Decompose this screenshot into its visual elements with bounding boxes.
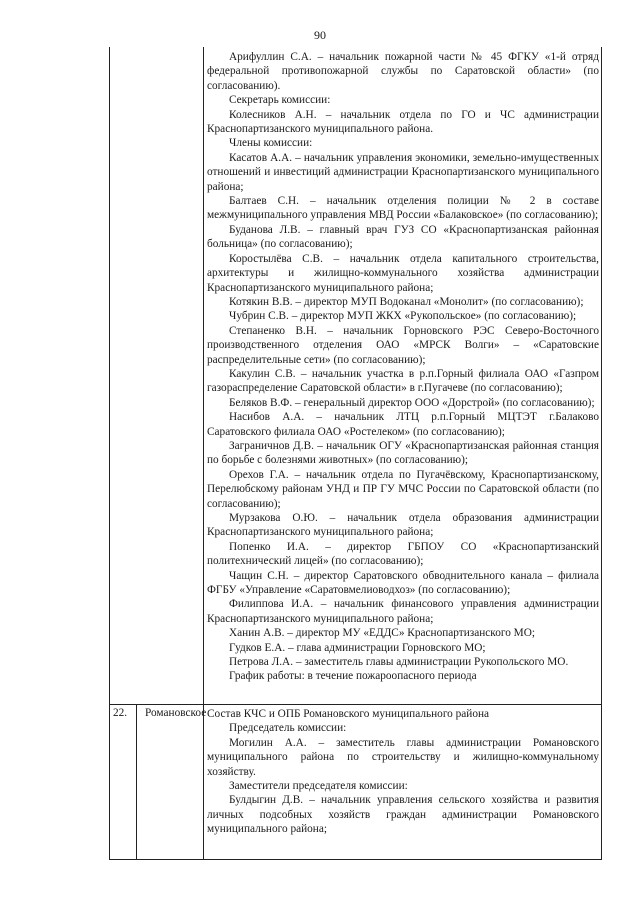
member-line: Орехов Г.А. – начальник отдела по Пугачёвскому, Краснопартизанскому, Перелюбскому районам УНД и ПР ГУ МЧС России по Саратовской области (по согласованию); xyxy=(207,468,599,510)
committee-composition-cell xyxy=(207,50,599,684)
member-line: Насибов А.А. – начальник ЛТЦ р.п.Горный МЦТЭТ г.Балаково Саратовского филиала ОАО «Ростелеком» (по согласованию); xyxy=(207,411,599,438)
member-line: Секретарь комиссии: xyxy=(229,94,331,107)
member-line: Мурзакова О.Ю. – начальник отдела образования администрации Краснопартизанского муниципального района; xyxy=(207,512,599,539)
row-number: 22. xyxy=(113,707,128,719)
member-line: Арифуллин С.А. – начальник пожарной части № 45 ФГКУ «1-й отряд федеральной противопожарной службы по Саратовской области» (по согласованию). xyxy=(207,51,599,92)
member-line: Степаненко В.Н. – начальник Горновского РЭС Северо-Восточного производственного отделения ОАО «МРСК Волги» – «Саратовские распределительные сети» (по согласованию); xyxy=(207,324,599,366)
column-divider xyxy=(203,47,204,859)
member-line: Петрова Л.А. – заместитель главы администрации Рукопольского МО. xyxy=(229,656,569,669)
member-line: Ханин А.В. – директор МУ «ЕДДС» Краснопартизанского МО; xyxy=(229,627,536,640)
member-line: Заместители председателя комиссии: xyxy=(229,780,408,793)
member-line: Члены комиссии: xyxy=(229,137,313,150)
member-line: Могилин А.А. – заместитель главы администрации Романовского муниципального района по строительству и жилищно-коммунальному хозяйству. xyxy=(207,736,599,778)
row-divider xyxy=(110,704,601,705)
member-line: Колесников А.Н. – начальник отдела по ГО и ЧС администрации Краснопартизанского муниципального района. xyxy=(207,108,599,136)
section-title: Состав КЧС и ОПБ Романовского муниципального района xyxy=(207,708,490,720)
member-line: Какулин С.В. – начальник участка в р.п.Горный филиала ОАО «Газпром газораспределение Саратовской области» в г.Пугачеве (по согласованию); xyxy=(207,367,599,395)
page-number: 90 xyxy=(314,28,326,42)
member-line: Коростылёва С.В. – начальник отдела капитального строительства, архитектуры и жилищно-коммунального хозяйства администрации Краснопартизанского муниципального района; xyxy=(207,252,599,294)
member-line: Буданова Л.В. – главный врач ГУЗ СО «Краснопартизанская районная больница» (по согласованию); xyxy=(207,223,599,251)
member-line: Котякин В.В. – директор МУП Водоканал «Монолит» (по согласованию); xyxy=(229,295,584,308)
member-line: Балтаев С.Н. – начальник отделения полиции № 2 в составе межмуниципального управления МВД России «Балаковское» (по согласованию); xyxy=(207,195,599,222)
romanovsky-composition-cell xyxy=(207,707,599,837)
member-line: Попенко И.А. – директор ГБПОУ СО «Краснопартизанский политехнический лицей» (по согласованию); xyxy=(207,540,599,568)
member-line: Председатель комиссии: xyxy=(229,722,347,735)
member-line: Филиппова И.А. – начальник финансового управления администрации Краснопартизанского муниципального района; xyxy=(207,598,599,625)
member-line: Заграничнов Д.В. – начальник ОГУ «Краснопартизанская районная станция по борьбе с болезнями животных» (по согласованию); xyxy=(207,439,599,467)
member-line: Гудков Е.А. – глава администрации Горновского МО; xyxy=(229,641,486,654)
member-line: Беляков В.Ф. – генеральный директор ООО «Дорстрой» (по согласованию); xyxy=(229,396,595,409)
member-line: Чубрин С.В. – директор МУП ЖКХ «Рукопольское» (по согласованию); xyxy=(229,310,577,323)
member-line: Булдыгин Д.В. – начальник управления сельского хозяйства и развития личных подсобных хозяйств граждан администрации Романовского муниципального района; xyxy=(207,794,599,836)
district-name: Романовское xyxy=(145,707,207,719)
committee-table xyxy=(109,47,602,860)
work-schedule: График работы: в течение пожароопасного периода xyxy=(229,670,477,683)
member-line: Касатов А.А. – начальник управления экономики, земельно-имущественных отношений и инвестиций администрации Краснопартизанского муниципального района; xyxy=(207,151,599,193)
number-column-divider xyxy=(136,704,137,860)
member-line: Чащин С.Н. – директор Саратовского обводнительного канала – филиала ФГБУ «Управление «Саратовмелиоводхоз» (по согласованию); xyxy=(207,569,599,597)
